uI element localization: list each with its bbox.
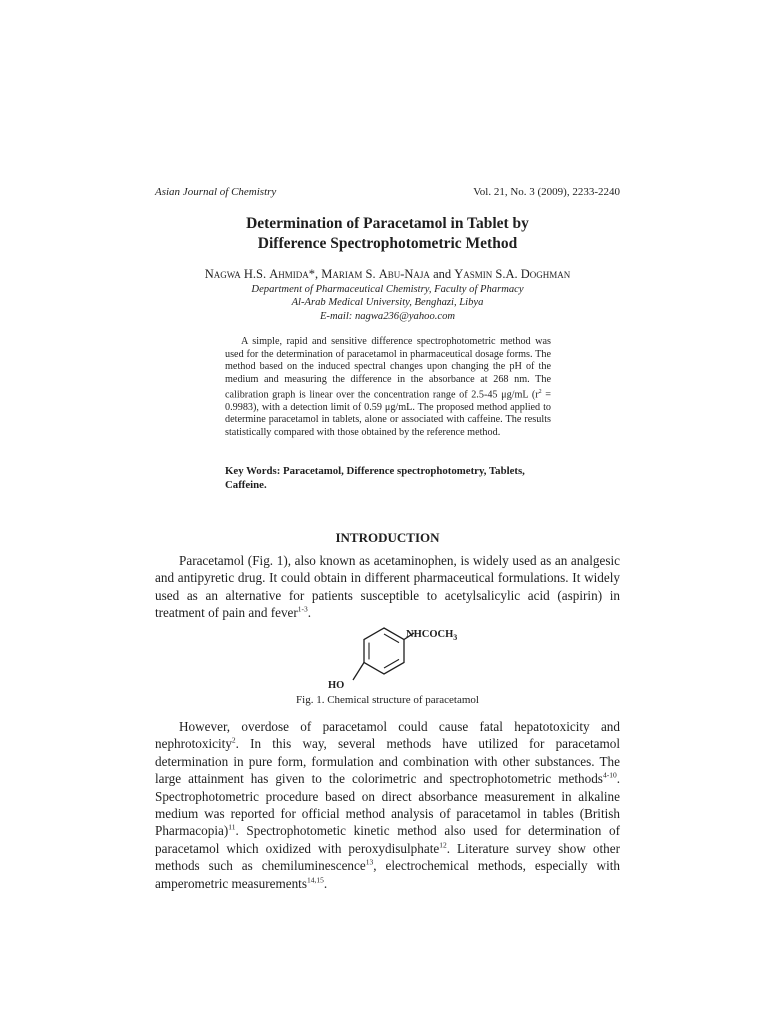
author-2-surname: Abu-Naja — [378, 267, 430, 281]
author-2-first-name: Mariam — [321, 267, 363, 281]
citation-ref: 12 — [439, 840, 447, 850]
paragraph-1-end: . — [307, 605, 312, 621]
journal-name: Asian Journal of Chemistry — [155, 186, 277, 198]
running-head — [155, 186, 620, 198]
affiliation-university: Al-Arab Medical University, Benghazi, Libya — [291, 297, 484, 309]
nhcoch3-label — [406, 629, 457, 642]
nhcoch3-subscript: 3 — [453, 633, 458, 642]
keywords-text: Paracetamol, Difference spectrophotometry, Tablets, Caffeine. — [225, 465, 525, 491]
author-3-first-name: Yasmin — [454, 267, 493, 281]
affiliation-department: Department of Pharmaceutical Chemistry, Faculty of Pharmacy — [251, 284, 524, 295]
hydroxyl-label: HO — [328, 680, 345, 691]
citation-ref: 11 — [228, 823, 236, 833]
paragraph-1-text: Paracetamol (Fig. 1), also known as acetaminophen, is widely used as an analgesic and antipyretic drug. It could obtain in different pharmaceutical formulations. It widely used as an alternative for patients susceptible to acetylsalicylic acid (aspirin) in treatment of pain and fever — [155, 553, 620, 621]
author-3-surname: Doghman — [520, 267, 571, 281]
paragraph-2-text-1: However, overdose of paracetamol could cause fatal hepatotoxicity and nephrotoxicity — [155, 719, 620, 752]
citation-ref: 13 — [365, 857, 374, 867]
title-line-2: Difference Spectrophotometric Method — [257, 235, 518, 252]
keywords — [225, 464, 551, 492]
bond-to-hydroxyl — [353, 663, 364, 681]
paragraph-2-text-2: . In this way, several methods have utilized for paracetamol determination in pure form, formulation and combination with other substances. The large attainment has given to the colorimetric and spectrophotometric methods — [155, 736, 620, 787]
corresponding-mark: *, — [308, 267, 322, 281]
abstract-text-2: = 0.9983), with a detection limit of 0.59 μg/mL. The proposed method applied to determine paracetamol in tablets, alone or associated with caffeine. The results statistically compared with those obtained by the reference method. — [225, 389, 551, 438]
paragraph-2 — [155, 718, 620, 892]
volume-info: Vol. 21, No. 3 (2009), 2233-2240 — [473, 186, 620, 198]
paracetamol-structure-figure — [300, 624, 500, 696]
paper-title — [155, 214, 620, 254]
title-line-1: Determination of Paracetamol in Tablet by — [246, 215, 529, 232]
paragraph-2-text-4: . Spectrophotometic kinetic method also used for determination of paracetamol which oxidized with peroxydisulphate — [155, 823, 620, 856]
author-2-initials: S. — [362, 267, 379, 281]
author-list — [155, 266, 620, 282]
citation-ref: 4-10 — [602, 770, 617, 780]
section-heading-introduction: INTRODUCTION — [335, 530, 440, 545]
paragraph-2-text-3: . Spectrophotometric procedure based on direct absorbance measurement in alkaline medium was reported for official method analysis of paracetamol in tables (British Pharmacopia) — [155, 771, 620, 839]
paragraph-1 — [155, 552, 620, 622]
author-1-surname: Ahmida — [269, 267, 309, 281]
paragraph-2-end: . — [323, 875, 328, 891]
keywords-label: Key Words: — [225, 465, 281, 477]
author-1-first-name: Nagwa — [204, 267, 241, 281]
citation-ref: 1-3 — [297, 604, 308, 614]
abstract-text-1: A simple, rapid and sensitive difference spectrophotometric method was used for the determination of paracetamol in pharmaceutical dosage forms. The method based on the induced spectral changes upon changing the pH of the medium and measuring the difference in the absorbance at 268 nm. The calibration graph is linear over the concentration range of 2.5-45 μg/mL (r — [225, 336, 551, 401]
abstract — [225, 336, 551, 439]
paragraph-2-text-6: , electrochemical methods, especially with amperometric measurements — [155, 858, 620, 891]
affiliation-email: E-mail: nagwa236@yahoo.com — [319, 310, 456, 322]
citation-ref: 2 — [231, 736, 236, 746]
author-3-initials: S.A. — [492, 267, 521, 281]
figure-caption: Fig. 1. Chemical structure of paracetamol — [296, 694, 479, 706]
benzene-ring — [364, 628, 404, 674]
citation-ref: 14,15 — [306, 875, 324, 885]
paragraph-2-text-5: . Literature survey show other methods such as chemiluminescence — [155, 840, 620, 874]
affiliation — [155, 283, 620, 323]
author-conjunction: and — [429, 267, 455, 281]
abstract-superscript: 2 — [538, 389, 542, 395]
nhcoch3-text: NHCOCH — [406, 629, 454, 640]
author-1-initials: H.S. — [240, 267, 270, 281]
